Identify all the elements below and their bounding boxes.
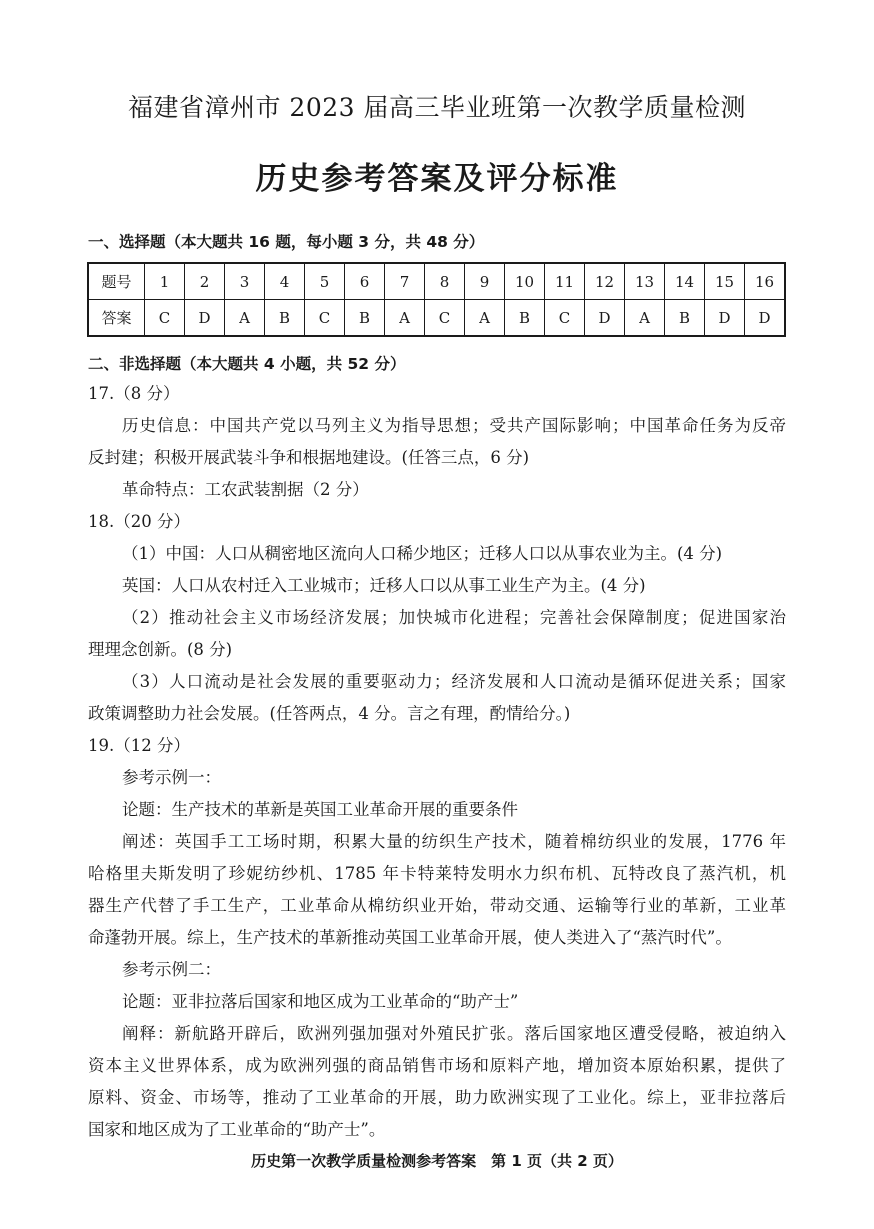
question-number-cell: 3 <box>225 263 265 300</box>
answer-cell: B <box>265 300 305 337</box>
answer-cell: A <box>385 300 425 337</box>
answer-cell: C <box>145 300 185 337</box>
question-number-cell: 7 <box>385 263 425 300</box>
question-number-cell: 8 <box>425 263 465 300</box>
answer-cell: B <box>505 300 545 337</box>
question-number-cell: 12 <box>585 263 625 300</box>
question-number-cell: 10 <box>505 263 545 300</box>
q17-text-line: 革命特点：工农武装割据（2 分） <box>122 480 369 499</box>
section2-heading: 二、非选择题（本大题共 4 小题，共 52 分） <box>88 355 406 373</box>
q19-text-line: 器生产代替了手工生产，工业革命从棉纺织业开始，带动交通、运输等行业的革新，工业革 <box>88 896 786 915</box>
question-number-cell: 6 <box>345 263 385 300</box>
q19-text-line: 资本主义世界体系，成为欧洲列强的商品销售市场和原料产地，增加资本原始积累，提供了 <box>88 1056 786 1075</box>
answer-cell: B <box>345 300 385 337</box>
q19-text-line: 原料、资金、市场等，推动了工业革命的开展，助力欧洲实现了工业化。综上，亚非拉落后 <box>88 1088 786 1107</box>
answer-cell: C <box>425 300 465 337</box>
q19-text-line: 阐述：英国手工工场时期，积累大量的纺织生产技术，随着棉纺织业的发展，1776 年 <box>122 832 786 851</box>
answer-table <box>87 262 786 337</box>
exam-title: 福建省漳州市 2023 届高三毕业班第一次教学质量检测 <box>127 93 747 122</box>
question-number-cell: 16 <box>745 263 786 300</box>
q18-text-line: 英国：人口从农村迁入工业城市；迁移人口以从事工业生产为主。(4 分) <box>122 576 646 595</box>
q19-text-line: 哈格里夫斯发明了珍妮纺纱机、1785 年卡特莱特发明水力织布机、瓦特改良了蒸汽机，机 <box>88 864 786 883</box>
section1-heading: 一、选择题（本大题共 16 题，每小题 3 分，共 48 分） <box>88 233 485 251</box>
answer-row <box>88 300 785 337</box>
question-number-cell: 13 <box>625 263 665 300</box>
row-label-numbers: 题号 <box>88 263 145 300</box>
answer-cell: D <box>585 300 625 337</box>
question-number-cell: 14 <box>665 263 705 300</box>
question-number-cell: 1 <box>145 263 185 300</box>
answer-cell: B <box>665 300 705 337</box>
q19-text-line: 命蓬勃开展。综上，生产技术的革新推动英国工业革命开展，使人类进入了“蒸汽时代”。 <box>88 928 732 947</box>
answer-cell: A <box>625 300 665 337</box>
q17-text-line: 历史信息：中国共产党以马列主义为指导思想；受共产国际影响；中国革命任务为反帝 <box>122 416 786 435</box>
q19-heading: 19.（12 分） <box>88 736 190 755</box>
q18-text-line: （3）人口流动是社会发展的重要驱动力；经济发展和人口流动是循环促进关系；国家 <box>122 672 786 691</box>
q18-heading: 18.（20 分） <box>88 512 190 531</box>
answer-cell: D <box>705 300 745 337</box>
question-number-cell: 5 <box>305 263 345 300</box>
document-subtitle: 历史参考答案及评分标准 <box>255 161 619 197</box>
row-label-answers: 答案 <box>88 300 145 337</box>
question-number-cell: 9 <box>465 263 505 300</box>
q18-text-line: （2）推动社会主义市场经济发展；加快城市化进程；完善社会保障制度；促进国家治 <box>122 608 786 627</box>
answer-cell: D <box>745 300 786 337</box>
question-number-cell: 2 <box>185 263 225 300</box>
q17-text-line: 反封建；积极开展武装斗争和根据地建设。(任答三点，6 分) <box>88 448 530 467</box>
answer-cell: A <box>225 300 265 337</box>
question-number-cell: 15 <box>705 263 745 300</box>
q19-text-line: 国家和地区成为了工业革命的“助产士”。 <box>88 1120 386 1139</box>
question-number-cell: 4 <box>265 263 305 300</box>
question-number-cell: 11 <box>545 263 585 300</box>
q18-text-line: 政策调整助力社会发展。(任答两点，4 分。言之有理，酌情给分。) <box>88 704 571 723</box>
page-footer: 历史第一次教学质量检测参考答案 第 1 页（共 2 页） <box>251 1152 623 1170</box>
q17-heading: 17.（8 分） <box>88 384 180 403</box>
q19-example-label: 参考示例一： <box>122 768 221 787</box>
q19-thesis: 论题：生产技术的革新是英国工业革命开展的重要条件 <box>122 800 518 819</box>
answer-cell: D <box>185 300 225 337</box>
q19-example-label: 参考示例二： <box>122 960 221 979</box>
q18-text-line: （1）中国：人口从稠密地区流向人口稀少地区；迁移人口以从事农业为主。(4 分) <box>122 544 723 563</box>
answer-cell: A <box>465 300 505 337</box>
question-number-row <box>88 263 785 300</box>
answer-cell: C <box>545 300 585 337</box>
answer-cell: C <box>305 300 345 337</box>
q18-text-line: 理理念创新。(8 分) <box>88 640 233 659</box>
q19-text-line: 阐释：新航路开辟后，欧洲列强加强对外殖民扩张。落后国家地区遭受侵略，被迫纳入 <box>122 1024 786 1043</box>
q19-thesis: 论题：亚非拉落后国家和地区成为工业革命的“助产士” <box>122 992 519 1011</box>
